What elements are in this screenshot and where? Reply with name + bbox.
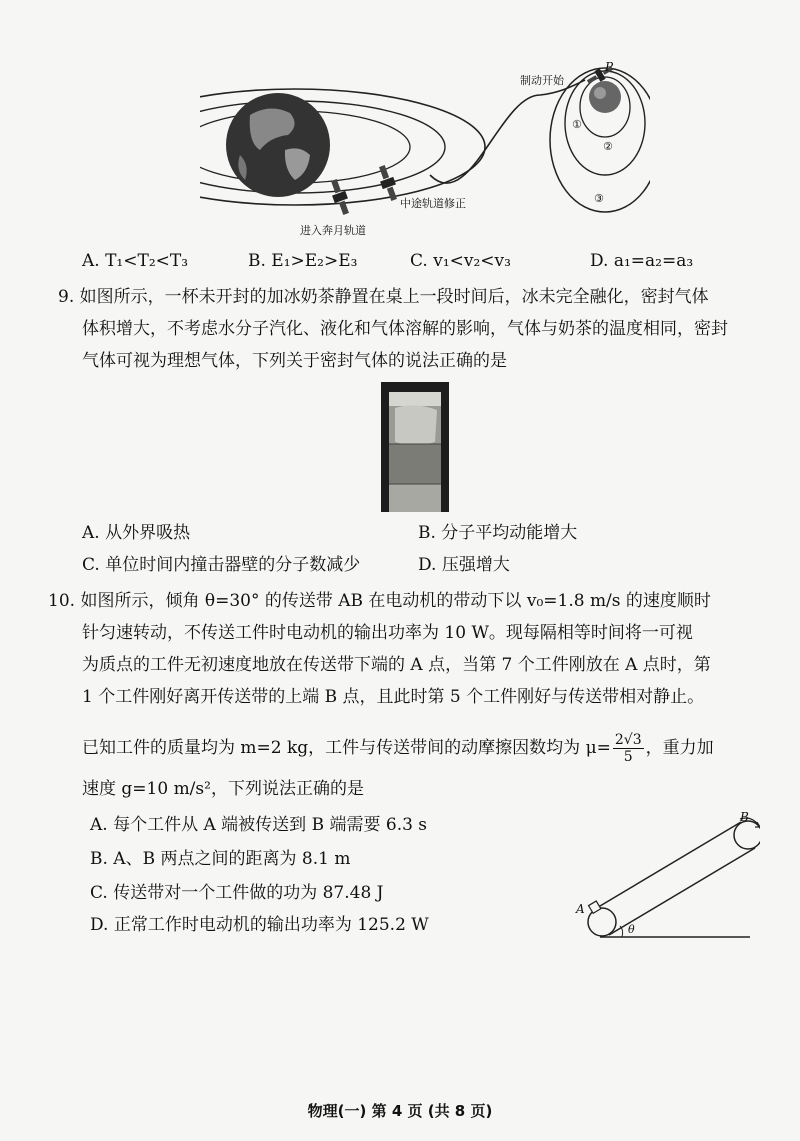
q10-option-d: D. 正常工作时电动机的输出功率为 125.2 W [90,915,429,935]
q9-option-d: D. 压强增大 [418,555,510,575]
q9-option-c: C. 单位时间内撞击器壁的分子数减少 [82,555,361,575]
page-footer: 物理(一) 第 4 页 (共 8 页) [307,1102,493,1120]
orbit-figure [200,55,650,245]
workpiece [589,901,601,913]
q9-line-2: 体积增大，不考虑水分子汽化、液化和气体溶解的影响，气体与奶茶的温度相同，密封 [82,319,728,339]
label-brake: 制动开始 [520,74,564,87]
label-orbit-1: ① [572,118,582,131]
label-orbit-2: ② [603,140,613,153]
label-enter-orbit: 进入奔月轨道 [300,224,366,237]
q10-line-3: 为质点的工件无初速度地放在传送带下端的 A 点，当第 7 个工件刚放在 A 点时，第 [82,655,711,675]
label-B: B [740,810,749,824]
label-mid-correction: 中途轨道修正 [400,197,466,210]
q10-option-c: C. 传送带对一个工件做的功为 87.48 J [90,883,384,903]
q10-line-4: 1 个工件刚好离开传送带的上端 B 点，且此时第 5 个工件刚好与传送带相对静止。 [82,687,705,707]
satellite-icon-enter [327,178,352,217]
mu-denominator: 5 [623,749,633,765]
mu-numerator: 2√3 [614,732,642,748]
label-orbit-3: ③ [594,192,604,205]
q8-option-b: B. E₁>E₂>E₃ [248,251,358,271]
belt-top [595,822,741,909]
conveyor-figure [570,805,760,945]
earth-globe [226,93,330,197]
q9-option-a: A. 从外界吸热 [82,523,191,543]
mu-fraction [613,732,644,765]
q9-option-b: B. 分子平均动能增大 [418,523,578,543]
q8-option-c: C. v₁<v₂<v₃ [410,251,511,271]
q8-option-d: D. a₁=a₂=a₃ [590,251,694,271]
q9-line-1: 9. 如图所示，一杯未开封的加冰奶茶静置在桌上一段时间后，冰未完全融化，密封气体 [58,287,709,307]
q10-line-6: 速度 g=10 m/s²，下列说法正确的是 [82,779,364,799]
q10-line-5-post: ，重力加 [645,738,714,758]
pulley-b [734,821,760,849]
q10-option-a: A. 每个工件从 A 端被传送到 B 端需要 6.3 s [90,815,428,835]
label-A: A [576,902,585,916]
label-P: P [605,60,614,74]
q9-line-3: 气体可视为理想气体，下列关于密封气体的说法正确的是 [82,351,507,371]
q10-line-1: 10. 如图所示，倾角 θ=30° 的传送带 AB 在电动机的带动下以 v₀=1.8 m/s 的速度顺时 [48,591,711,611]
q10-line-5 [82,732,714,765]
label-theta: θ [628,923,635,936]
q10-line-5-pre: 已知工件的质量均为 m=2 kg，工件与传送带间的动摩擦因数均为 μ= [82,738,611,758]
moon [589,81,621,113]
q8-option-a: A. T₁<T₂<T₃ [82,251,189,271]
q10-option-b: B. A、B 两点之间的距离为 8.1 m [90,849,351,869]
milk-tea-photo [381,382,449,512]
q10-line-2: 针匀速转动，不传送工件时电动机的输出功率为 10 W。现每隔相等时间将一可视 [82,623,693,643]
belt-bottom [609,848,755,935]
